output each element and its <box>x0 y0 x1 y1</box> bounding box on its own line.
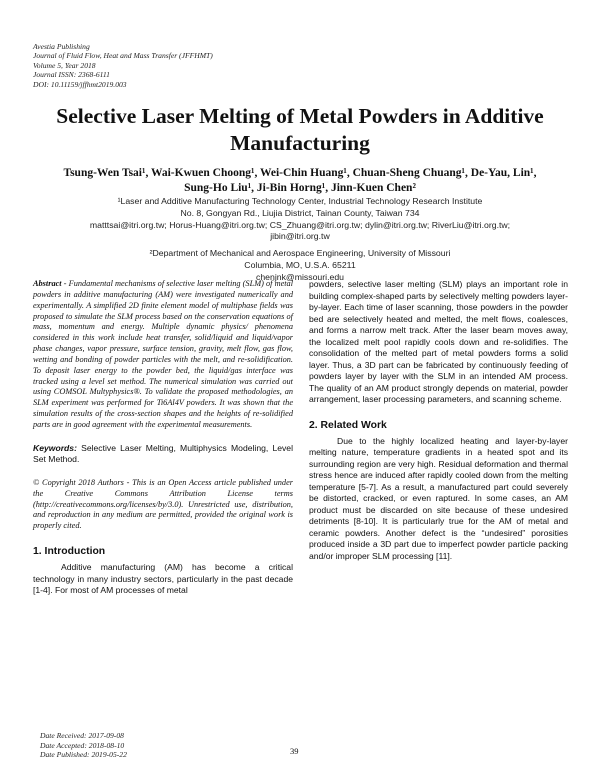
journal-name: Journal of Fluid Flow, Heat and Mass Transfer (JFFHMT) <box>33 51 213 61</box>
author-list <box>60 166 540 195</box>
copyright-notice: © Copyright 2018 Authors - This is an Open Access article published under the Creative Commons Attribution License terms (http://creativecommons.org/licenses/by/3.0). Unrestricted use, distribution, and reproduction in any medium are permitted, provided the original work is properly cited. <box>33 477 293 531</box>
section-heading-introduction: 1. Introduction <box>33 546 106 558</box>
abstract-text: Fundamental mechanisms of selective laser melting (SLM) of metal powders in additive manufacturing (AM) were investigated numerically and experimentally. A simplified 2D finite element model of multiphase fields was proposed to simulate the SLM process based on the conservation equations of mass, momentum and energy. Multiple dynamic physics/ phenomena considered in this work include heat transfer, solid/liquid and liquid/vapor phase changes, vapor pressure, surface tension, gravity, melt flow, gas flow, wetting and bonding of powder particles with the melt, and re-solidification. To deposit laser energy to the powder bed, the liquid/gas interface was tracked using a level set method. The numerical simulation was carried out using COMSOL Multyphysics®. To validate the proposed methodologies, an SLM experiment was performed for Ti6Al4V powders. It was shown that the simulation results of the cross-section shapes and the heights of re-solidified parts are in good agreement with the experimental measurements. <box>33 279 294 429</box>
affiliation-line: ²Department of Mechanical and Aerospace Engineering, University of Missouri <box>149 248 451 258</box>
intro-paragraph: Additive manufacturing (AM) has become a critical technology in many industry sectors, particularly in the past decade [1-4]. For most of AM processes of metal <box>33 562 293 596</box>
keywords-text: Selective Laser Melting, Multiphysics Modeling, Level Set Method. <box>33 442 293 465</box>
journal-info <box>33 42 213 89</box>
keywords <box>33 443 293 466</box>
journal-issn: Journal ISSN: 2368-6111 <box>33 70 110 80</box>
paper-title: Selective Laser Melting of Metal Powders in Additive Manufacturing <box>56 104 544 155</box>
publication-dates <box>40 731 127 760</box>
section-heading-related-work: 2. Related Work <box>309 419 387 431</box>
affiliation-line: ¹Laser and Additive Manufacturing Technology Center, Industrial Technology Research Institute <box>117 196 483 206</box>
date-published: Date Published: 2019-05-22 <box>40 750 127 760</box>
affiliation-line: Columbia, MO, U.S.A. 65211 <box>244 259 356 270</box>
affiliation-line: No. 8, Gongyan Rd., Liujia District, Tainan County, Taiwan 734 <box>180 207 420 218</box>
right-column <box>309 279 568 562</box>
affiliation-emails: jibin@itri.org.tw <box>270 231 330 242</box>
intro-paragraph-continued: powders, selective laser melting (SLM) plays an important role in building complex-shaped parts by selectively melting powders layer-by-layer. Each time of laser scanning, those powders in the powder bed are selectively heated and melted, the melt flows, coalesces, and forms a narrow melt track. After the laser beam moves away, the localized melt pool rapidly cools down and re-solidifies. The consolidation of the melted part of metal powders forms a solid layer. Thus, a 3D part can be fabricated by continuously feeding of powders layer by layer with the SLM in an intended AM process. The quality of an AM product strongly depends on material, powder arrangement, laser processing parameters, and scanning scheme. <box>309 279 568 404</box>
affiliation-emails: matttsai@itri.org.tw; Horus-Huang@itri.org.tw; CS_Zhuang@itri.org.tw; dylin@itri.org.tw; RiverLiu@itri.org.tw; <box>89 219 511 230</box>
author-line: Tsung-Wen Tsai¹, Wai-Kwuen Choong¹, Wei-Chin Huang¹, Chuan-Sheng Chuang¹, De-Yau, Lin¹, <box>63 167 537 179</box>
date-accepted: Date Accepted: 2018-08-10 <box>40 740 125 750</box>
journal-doi: DOI: 10.11159/jffhmt2019.003 <box>33 79 127 89</box>
journal-volume: Volume 5, Year 2018 <box>33 60 96 70</box>
abstract-label: Abstract - <box>33 279 67 288</box>
affiliation-1 <box>20 196 580 243</box>
related-work-paragraph: Due to the highly localized heating and layer-by-layer melting nature, temperature gradients in a heated spot and its surrounding region are very high. Residual deformation and thermal stress hence are induced after rapidly cooled down from the melting temperature [5-7]. As a result, a manufactured part could severely be distorted, cracked, or even raptured. In some cases, an AM product must be discarded on site because of these undesired detriments [8-10]. It is particularly true for the AM of metal and ceramic powders. Another defect is the “undesired” porosities produced inside a 3D part due to imperfect powder particle packing and/or improper SLM processing [11]. <box>309 435 568 561</box>
date-received: Date Received: 2017-09-08 <box>40 731 124 740</box>
publisher: Avestia Publishing <box>33 42 90 51</box>
page-number: 39 <box>290 746 299 756</box>
abstract <box>33 279 293 431</box>
affiliation-emails: chenjnk@missouri.edu <box>255 271 344 282</box>
author-line: Sung-Ho Liu¹, Ji-Bin Horng¹, Jinn-Kuen Chen² <box>184 181 416 194</box>
keywords-label: Keywords: <box>33 442 77 453</box>
left-column <box>33 279 293 597</box>
